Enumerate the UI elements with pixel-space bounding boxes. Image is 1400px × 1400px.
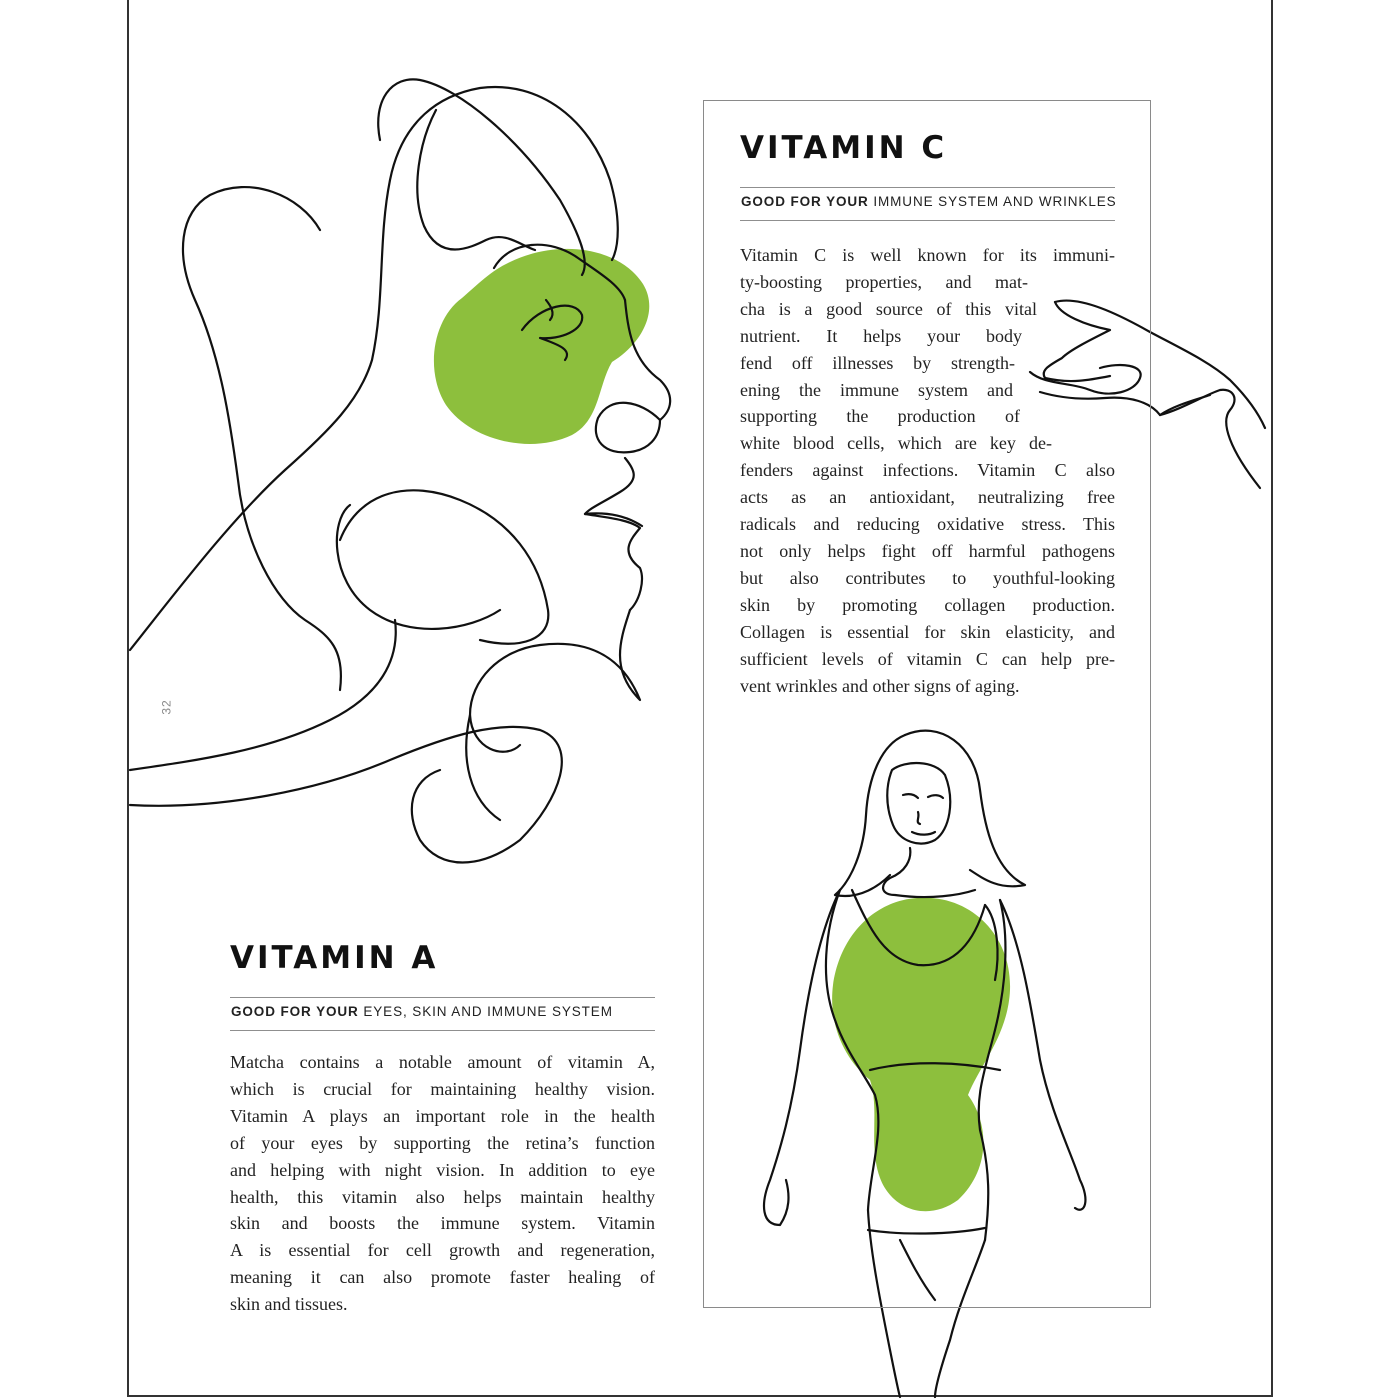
body-line: health, this vitamin also helps maintain healthy	[230, 1186, 655, 1207]
body-line: A is essential for cell growth and regeneration,	[230, 1240, 655, 1261]
body-line: ening the immune system and	[740, 379, 1013, 400]
body-line: Collagen is essential for skin elasticity, and	[740, 621, 1115, 642]
body-line: ty-boosting properties, and mat-	[740, 271, 1028, 292]
body-line: sufficient levels of vitamin C can help pre-	[740, 648, 1115, 669]
vitamin-c-rule-top	[740, 187, 1115, 188]
body-line: Vitamin C is well known for its immuni-	[740, 245, 1115, 265]
body-line: nutrient. It helps your body	[740, 325, 1022, 346]
vitamin-a-title: VITAMIN A	[230, 940, 439, 976]
body-line: Matcha contains a notable amount of vitamin A,	[230, 1052, 655, 1072]
page-number: 32	[159, 699, 174, 715]
body-line: vent wrinkles and other signs of aging.	[740, 675, 1020, 696]
vitamin-a-rule-top	[230, 997, 655, 998]
body-line: fend off illnesses by strength-	[740, 352, 1015, 373]
body-line: which is crucial for maintaining healthy vision.	[230, 1078, 655, 1099]
vitamin-c-subtitle-bold: GOOD FOR YOUR	[741, 194, 869, 209]
vitamin-c-title: VITAMIN C	[740, 130, 948, 166]
body-line: but also contributes to youthful-looking	[740, 567, 1115, 588]
body-line: acts as an antioxidant, neutralizing free	[740, 487, 1115, 508]
body-line: skin and tissues.	[230, 1294, 348, 1315]
vitamin-a-subtitle-rest: EYES, SKIN AND IMMUNE SYSTEM	[358, 1004, 613, 1019]
vitamin-c-rule-bottom	[740, 220, 1115, 221]
body-line: and helping with night vision. In addition to eye	[230, 1159, 655, 1180]
vitamin-a-body	[230, 1049, 655, 1318]
body-line: meaning it can also promote faster healing of	[230, 1267, 655, 1288]
body-line: radicals and reducing oxidative stress. This	[740, 514, 1115, 535]
face-line-art-icon	[130, 79, 670, 862]
body-line: cha is a good source of this vital	[740, 298, 1037, 319]
body-line: white blood cells, which are key de-	[740, 433, 1052, 454]
body-line: supporting the production of	[740, 406, 1020, 427]
vitamin-c-body	[740, 242, 1115, 699]
body-line: not only helps fight off harmful pathogens	[740, 540, 1115, 561]
vitamin-a-subtitle-bold: GOOD FOR YOUR	[231, 1004, 359, 1019]
body-line: fenders against infections. Vitamin C also	[740, 460, 1115, 481]
body-line: Vitamin A plays an important role in the health	[230, 1105, 655, 1126]
vitamin-a-rule-bottom	[230, 1030, 655, 1031]
body-line: skin and boosts the immune system. Vitamin	[230, 1213, 655, 1234]
body-line: skin by promoting collagen production.	[740, 594, 1115, 615]
vitamin-c-subtitle-rest: IMMUNE SYSTEM AND WRINKLES	[868, 194, 1117, 209]
vitamin-a-subtitle	[231, 1004, 613, 1019]
face-green-blob	[434, 249, 649, 444]
body-line: of your eyes by supporting the retina’s function	[230, 1132, 655, 1153]
vitamin-c-subtitle	[741, 194, 1117, 209]
